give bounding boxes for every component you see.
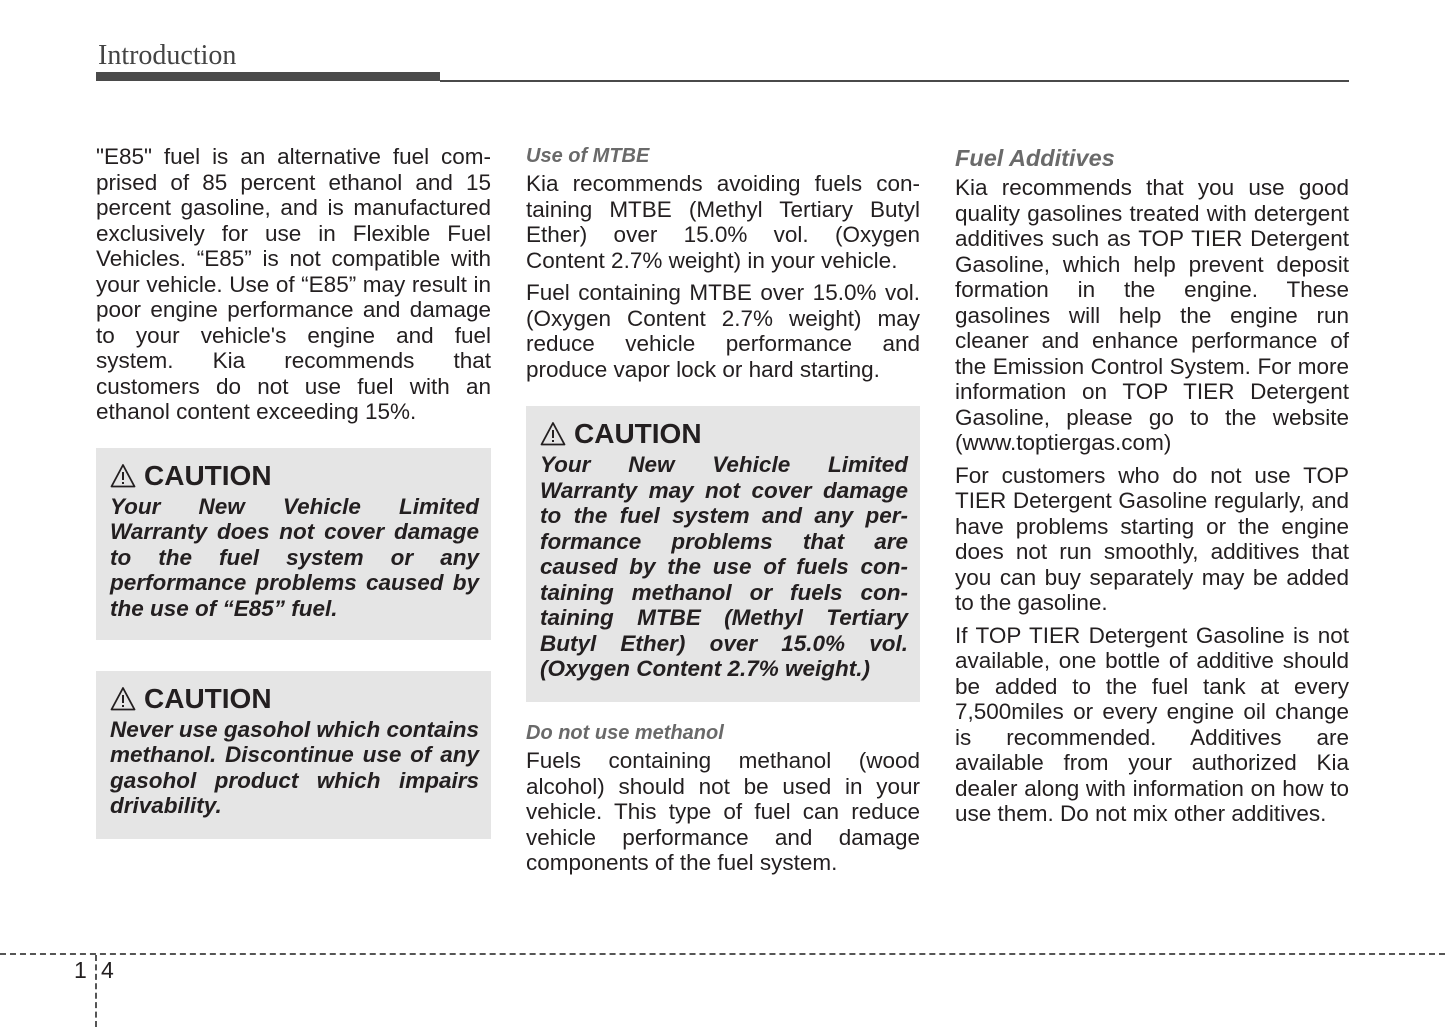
caution-header: [110, 458, 479, 494]
footer-rule: [0, 953, 1445, 955]
caution-title: CAUTION: [144, 682, 272, 714]
additives-paragraph-1: Kia recommends that you use good quality gasolines treated with detergent additives such as TOP TIER Detergent Gasoline, which help prevent deposit formation in the engine. These gasolines will help the engine run cleaner and enhance performance of the Emission Control System. For more information on TOP TIER Detergent Gasoline, please go to the website (www.toptiergas.com): [955, 175, 1349, 455]
caution-header: [110, 681, 479, 717]
methanol-paragraph: Fuels containing methanol (wood alcohol) should not be used in your vehicle. This type of fuel can reduce vehicle performance and damage components of the fuel system.: [526, 748, 920, 875]
e85-intro-paragraph: "E85" fuel is an alternative fuel comprised of 85 percent ethanol and 15 percent gasoline, and is manufactured exclusively for use in Flexible Fuel Vehicles. “E85” is not compatible with your vehicle. Use of “E85” may result in poor engine performance and damage to your vehicle's engine and fuel system. Kia recommends that customers do not use fuel with an ethanol content exceeding 15%.: [96, 144, 491, 424]
chapter-number: 1: [74, 957, 87, 983]
caution-header: [540, 416, 908, 452]
caution-title: CAUTION: [574, 418, 702, 449]
additives-paragraph-2: For customers who do not use TOP TIER Detergent Gasoline regularly, and have problems starting or the engine does not run smoothly, additives that you can buy separately may be added to the gasoline.: [955, 462, 1349, 615]
mtbe-paragraph-2: Fuel containing MTBE over 15.0% vol. (Oxygen Content 2.7% weight) may reduce vehicle performance and produce vapor lock or hard starting.: [526, 280, 920, 382]
footer-divider: [95, 955, 97, 1027]
fuel-additives-heading: Fuel Additives: [955, 145, 1115, 171]
page-number: 4: [101, 957, 114, 983]
caution-text: Never use gasohol which contains methanol. Discontinue use of any gasohol product which impairs drivability.: [110, 716, 479, 818]
column-3: [955, 144, 1349, 827]
warning-triangle-icon: [540, 421, 566, 447]
header-bar: [96, 72, 440, 81]
column-2: [526, 144, 920, 876]
warning-triangle-icon: [110, 686, 136, 712]
caution-box-e85: [96, 448, 491, 640]
caution-text: Your New Vehicle Limited Warranty does not cover damage to the fuel system or any performance problems caused by the use of “E85” fuel.: [110, 493, 479, 621]
section-title: Introduction: [98, 40, 237, 71]
additives-paragraph-3: If TOP TIER Detergent Gasoline is not available, one bottle of additive should be added to the fuel tank at every 7,500miles or every engine oil change is recommended. Additives are available from your authorized Kia dealer along with information on how to use them. Do not mix other additives.: [955, 622, 1349, 826]
mtbe-paragraph-1: Kia recommends avoiding fuels containing MTBE (Methyl Tertiary Butyl Ether) over 15.0% vol. (Oxygen Content 2.7% weight) in your vehicle.: [526, 171, 920, 273]
caution-box-mtbe: [526, 406, 920, 702]
methanol-heading: Do not use methanol: [526, 722, 724, 744]
caution-box-gasohol: [96, 671, 491, 839]
caution-text: Your New Vehicle Limited Warranty may not cover damage to the fuel system and any performance problems that are caused by the use of fuels containing methanol or fuels containing MTBE (Methyl Tertiary Butyl Ether) over 15.0% vol. (Oxygen Content 2.7% weight.): [540, 452, 908, 681]
column-1: [96, 144, 491, 839]
header-rule: [440, 80, 1349, 82]
mtbe-heading: Use of MTBE: [526, 145, 650, 167]
caution-title: CAUTION: [144, 459, 272, 491]
warning-triangle-icon: [110, 463, 136, 489]
